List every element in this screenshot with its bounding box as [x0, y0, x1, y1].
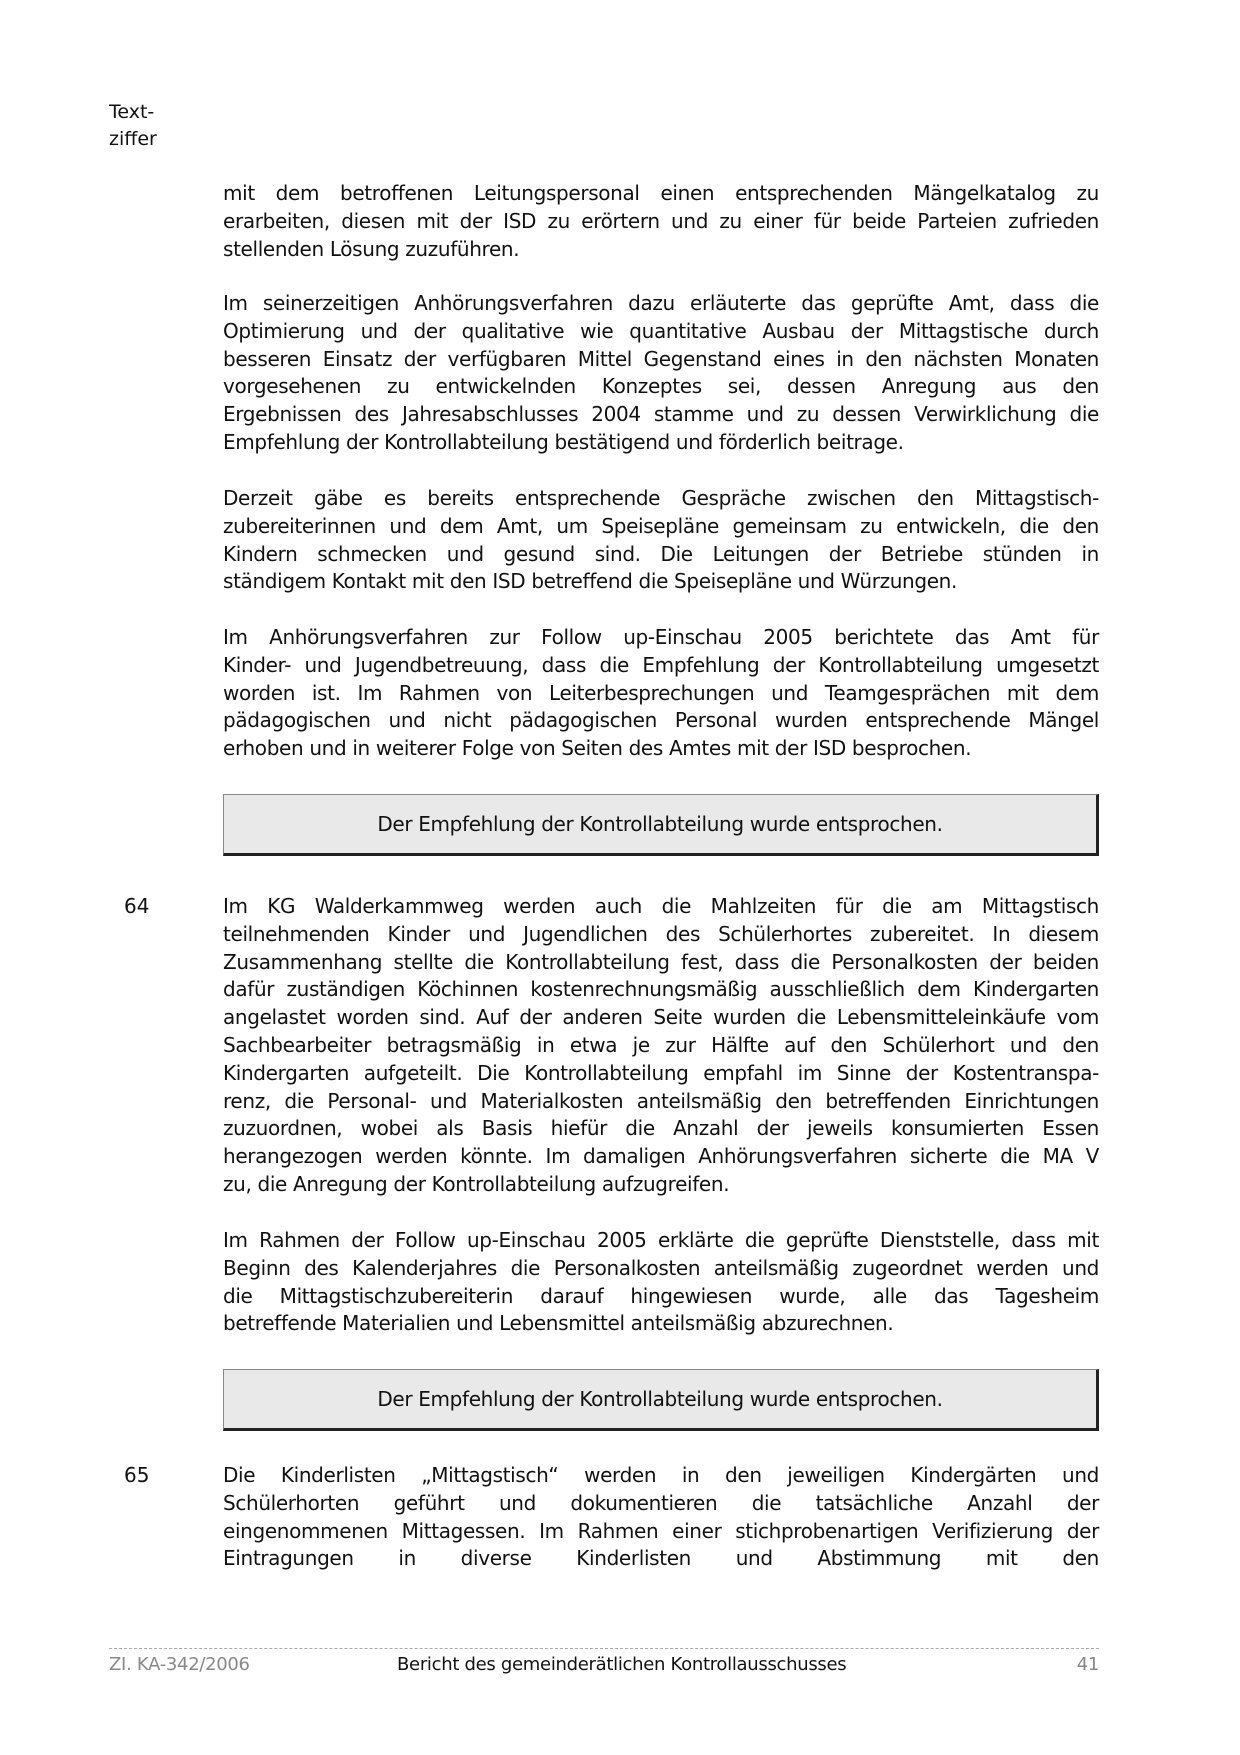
text-line: Im Anhörungsverfahren zur Follow up-Einschau 2005 berichtete das Amt für: [223, 625, 1099, 649]
text-line: herangezogen werden könnte. Im damaligen Anhörungsverfahren sicherte die MA V: [223, 1144, 1099, 1169]
text-line: Im KG Walderkammweg werden auch die Mahlzeiten für die am Mittagstisch: [223, 894, 1099, 918]
paragraph: [223, 290, 1099, 457]
text-line: ständigem Kontakt mit den ISD betreffend die Speisepläne und Würzungen.: [223, 569, 957, 594]
text-line: mit dem betroffenen Leitungspersonal einen entsprechenden Mängelkatalog zu: [223, 181, 1099, 205]
footer-reference: ZI. KA-342/2006: [109, 1654, 250, 1675]
result-text: Der Empfehlung der Kontrollabteilung wurde entsprochen.: [377, 812, 943, 836]
text-line: Kinder- und Jugendbetreuung, dass die Empfehlung der Kontrollabteilung umgesetzt: [223, 652, 1099, 677]
text-line: pädagogischen und nicht pädagogischen Personal wurden entsprechende Mängel: [223, 708, 1099, 733]
text-line: zubereiterinnen und dem Amt, um Speisepläne gemeinsam zu entwickeln, die den: [223, 513, 1099, 538]
text-line: zu, die Anregung der Kontrollabteilung aufzugreifen.: [223, 1171, 730, 1196]
paragraph: [223, 1227, 1099, 1338]
margin-label-line: Text-: [109, 101, 155, 123]
result-box: [223, 794, 1099, 856]
footer-divider: [109, 1648, 1099, 1649]
text-line: dafür zuständigen Köchinnen kostenrechnungsmäßig ausschließlich dem Kindergarten: [223, 977, 1099, 1002]
section-number: 65: [124, 1463, 150, 1487]
text-line: eingenommenen Mittagessen. Im Rahmen einer stichprobenartigen Verifizierung der: [223, 1518, 1099, 1543]
result-text: Der Empfehlung der Kontrollabteilung wurde entsprochen.: [377, 1387, 943, 1411]
text-line: Kindern schmecken und gesund sind. Die Leitungen der Betriebe stünden in: [223, 541, 1099, 566]
text-line: zuzuordnen, wobei als Basis hiefür die Anzahl der jeweils konsumierten Essen: [223, 1116, 1099, 1141]
text-line: Beginn des Kalenderjahres die Personalkosten anteilsmäßig zugeordnet werden und: [223, 1255, 1099, 1280]
text-line: Schülerhorten geführt und dokumentieren die tatsächliche Anzahl der: [223, 1490, 1099, 1515]
paragraph: [223, 1462, 1099, 1573]
text-line: Die Kinderlisten „Mittagstisch“ werden in den jeweiligen Kindergärten und: [223, 1463, 1099, 1487]
text-line: vorgesehenen zu entwickelnden Konzeptes sei, dessen Anregung aus den: [223, 374, 1099, 399]
text-line: betreffende Materialien und Lebensmittel anteilsmäßig abzurechnen.: [223, 1311, 894, 1336]
text-line: Kindergarten aufgeteilt. Die Kontrollabteilung empfahl im Sinne der Kostentranspa-: [223, 1060, 1099, 1085]
footer-title: Bericht des gemeinderätlichen Kontrollausschusses: [397, 1654, 847, 1675]
text-line: Derzeit gäbe es bereits entsprechende Gespräche zwischen den Mittagstisch-: [223, 486, 1099, 510]
text-line: die Mittagstischzubereiterin darauf hingewiesen wurde, alle das Tagesheim: [223, 1283, 1099, 1308]
section-number: 64: [124, 894, 150, 918]
text-line: Zusammenhang stellte die Kontrollabteilung fest, dass die Personalkosten der beiden: [223, 949, 1099, 974]
footer-page-number: 41: [1076, 1654, 1099, 1675]
text-line: Empfehlung der Kontrollabteilung bestätigend und förderlich beitrage.: [223, 429, 904, 454]
paragraph: [223, 624, 1099, 763]
text-line: Optimierung und der qualitative wie quantitative Ausbau der Mittagstische durch: [223, 318, 1099, 343]
text-line: Im Rahmen der Follow up-Einschau 2005 erklärte die geprüfte Dienststelle, dass mit: [223, 1228, 1099, 1252]
paragraph: [223, 485, 1099, 596]
text-line: besseren Einsatz der verfügbaren Mittel Gegenstand eines in den nächsten Monaten: [223, 346, 1099, 371]
text-line: Im seinerzeitigen Anhörungsverfahren dazu erläuterte das geprüfte Amt, dass die: [223, 291, 1099, 315]
margin-label-line: ziffer: [109, 128, 157, 150]
text-line: Eintragungen in diverse Kinderlisten und Abstimmung mit den: [223, 1546, 1099, 1571]
text-line: angelastet worden sind. Auf der anderen Seite wurden die Lebensmitteleinkäufe vom: [223, 1005, 1099, 1030]
paragraph: [223, 893, 1099, 1199]
text-line: teilnehmenden Kinder und Jugendlichen des Schülerhortes zubereitet. In diesem: [223, 921, 1099, 946]
text-line: renz, die Personal- und Materialkosten anteilsmäßig den betreffenden Einrichtungen: [223, 1088, 1099, 1113]
result-box: [223, 1369, 1099, 1431]
text-line: Sachbearbeiter betragsmäßig in etwa je zur Hälfte auf den Schülerhort und den: [223, 1032, 1099, 1057]
paragraph: [223, 180, 1099, 263]
text-line: stellenden Lösung zuzuführen.: [223, 236, 520, 261]
text-line: worden ist. Im Rahmen von Leiterbesprechungen und Teamgesprächen mit dem: [223, 680, 1099, 705]
text-line: erarbeiten, diesen mit der ISD zu erörtern und zu einer für beide Parteien zufrieden: [223, 208, 1099, 233]
text-line: Ergebnissen des Jahresabschlusses 2004 stamme und zu dessen Verwirklichung die: [223, 402, 1099, 427]
margin-label: [109, 99, 157, 153]
text-line: erhoben und in weiterer Folge von Seiten des Amtes mit der ISD besprochen.: [223, 736, 972, 761]
